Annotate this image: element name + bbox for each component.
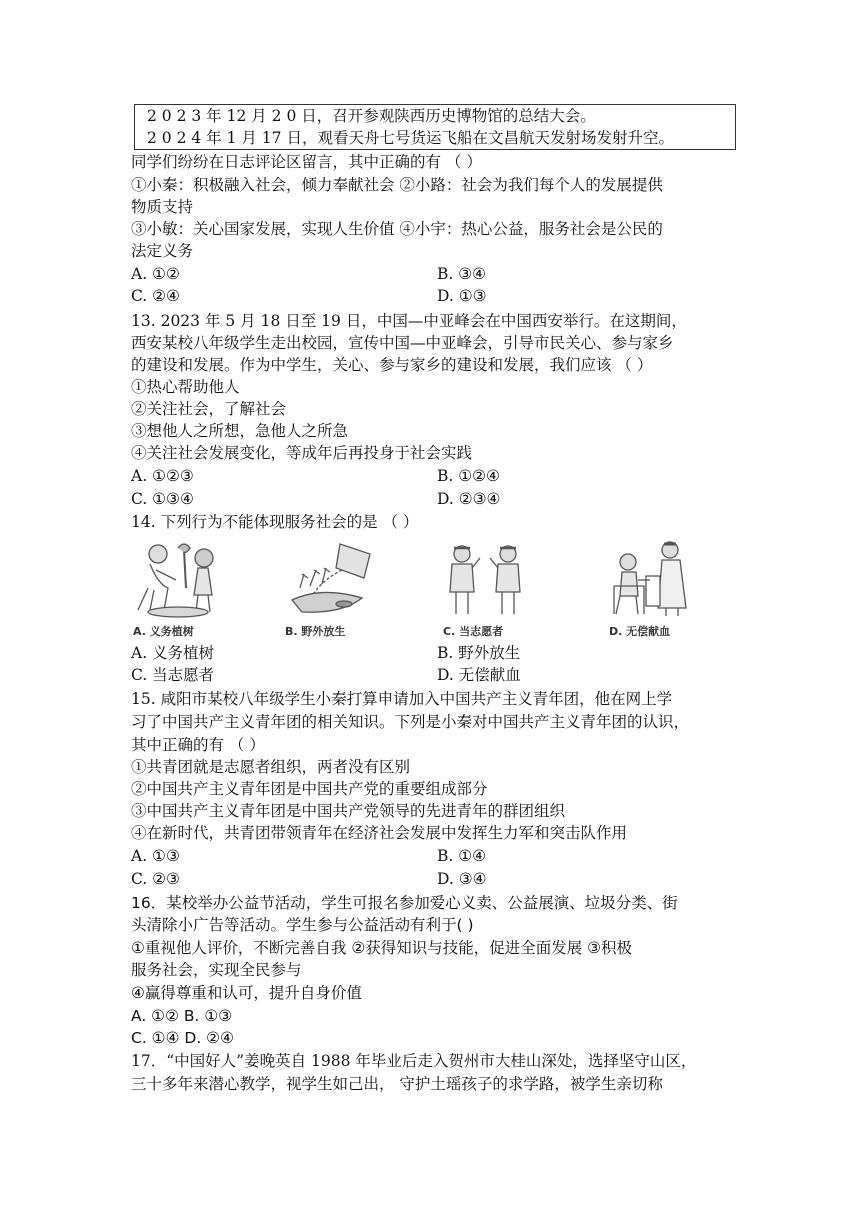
choice-d: D. ③④ [437, 870, 487, 888]
choices-row: A. ①② B. ①③ [131, 1007, 233, 1025]
info-box [134, 104, 736, 150]
choice-b: B. ①④ [437, 847, 487, 865]
option-text: ④在新时代，共青团带领青年在经济社会发展中发挥生力军和突击队作用 [131, 824, 628, 842]
question-stem: 15. 咸阳市某校八年级学生小秦打算申请加入中国共产主义青年团，他在网上学 [131, 690, 673, 708]
option-text: ③想他人之所想，急他人之所急 [131, 422, 349, 440]
option-text: ③中国共产主义青年团是中国共产党领导的先进青年的群团组织 [131, 802, 566, 820]
figure-caption: C. 当志愿者 [443, 625, 504, 638]
box-line: 2 0 2 4 年 1 月 17 日，观看天舟七号货运飞船在文昌航天发射场发射升空。 [147, 129, 674, 147]
figure-caption: B. 野外放生 [285, 625, 346, 638]
question-stem: 三十多年来潜心教学，视学生如己出， 守护土瑶孩子的求学路，被学生亲切称 [131, 1075, 663, 1093]
question-stem: 习了中国共产主义青年团的相关知识。下列是小秦对中国共产主义青年团的认识， [131, 713, 690, 731]
option-text: ①共青团就是志愿者组织，两者没有区别 [131, 758, 411, 776]
choice-d: D. ①③ [437, 287, 487, 305]
choice-b: B. 野外放生 [437, 644, 521, 662]
option-text: ③小敏：关心国家发展，实现人生价值 ④小宇：热心公益，服务社会是公民的 [131, 220, 663, 238]
choice-a: A. ①②③ [131, 467, 194, 485]
choice-a: A. 义务植树 [131, 644, 215, 662]
choice-b: B. ③④ [437, 265, 487, 283]
option-text: 服务社会，实现全民参与 [131, 961, 302, 979]
question-stem: 其中正确的有 （ ） [131, 736, 265, 754]
choice-b: B. ①②④ [437, 467, 500, 485]
option-text: ①重视他人评价，不断完善自我 ②获得知识与技能，促进全面发展 ③积极 [131, 939, 633, 957]
figure-caption: A. 义务植树 [133, 625, 194, 638]
box-line: 2 0 2 3 年 12 月 2 0 日，召开参观陕西历史博物馆的总结大会。 [147, 107, 596, 125]
choice-d: D. 无偿献血 [437, 666, 521, 684]
option-text: ①热心帮助他人 [131, 378, 240, 396]
option-text: 物质支持 [131, 198, 194, 216]
question-stem: 14. 下列行为不能体现服务社会的是 （ ） [131, 513, 419, 531]
option-text: 法定义务 [131, 242, 194, 260]
question-stem: 西安某校八年级学生走出校园，宣传中国—中亚峰会，引导市民关心、参与家乡 [131, 334, 674, 352]
option-text: ④赢得尊重和认可，提升自身价值 [131, 984, 362, 1002]
choice-d: D. ②③④ [437, 490, 501, 508]
question-stem: 17．“中国好人”姜晚英自 1988 年毕业后走入贺州市大桂山深处，选择坚守山区， [131, 1052, 697, 1070]
question-stem: 同学们纷纷在日志评论区留言，其中正确的有 （ ） [131, 153, 482, 171]
option-text: ④关注社会发展变化，等成年后再投身于社会实践 [131, 444, 473, 462]
option-text: ②关注社会，了解社会 [131, 400, 287, 418]
choice-c: C. 当志愿者 [131, 666, 215, 684]
choice-c: C. ②③ [131, 870, 180, 888]
question-stem: 13. 2023 年 5 月 18 日至 19 日，中国—中亚峰会在中国西安举行。在这期间， [131, 312, 687, 330]
choice-c: C. ②④ [131, 287, 180, 305]
choices-row: C. ①④ D. ②④ [131, 1029, 234, 1047]
question-stem: 头清除小广告等活动。学生参与公益活动有利于( ) [131, 916, 474, 934]
question-stem: 16．某校举办公益节活动，学生可报名参加爱心义卖、公益展演、垃圾分类、街 [131, 894, 678, 912]
choice-a: A. ①③ [131, 847, 180, 865]
question-stem: 的建设和发展。作为中学生，关心、参与家乡的建设和发展，我们应该 （ ） [131, 356, 653, 374]
figure-caption: D. 无偿献血 [609, 625, 671, 638]
choice-c: C. ①③④ [131, 490, 194, 508]
choice-a: A. ①② [131, 265, 180, 283]
option-text: ①小秦：积极融入社会，倾力奉献社会 ②小路：社会为我们每个人的发展提供 [131, 176, 663, 194]
option-text: ②中国共产主义青年团是中国共产党的重要组成部分 [131, 780, 488, 798]
